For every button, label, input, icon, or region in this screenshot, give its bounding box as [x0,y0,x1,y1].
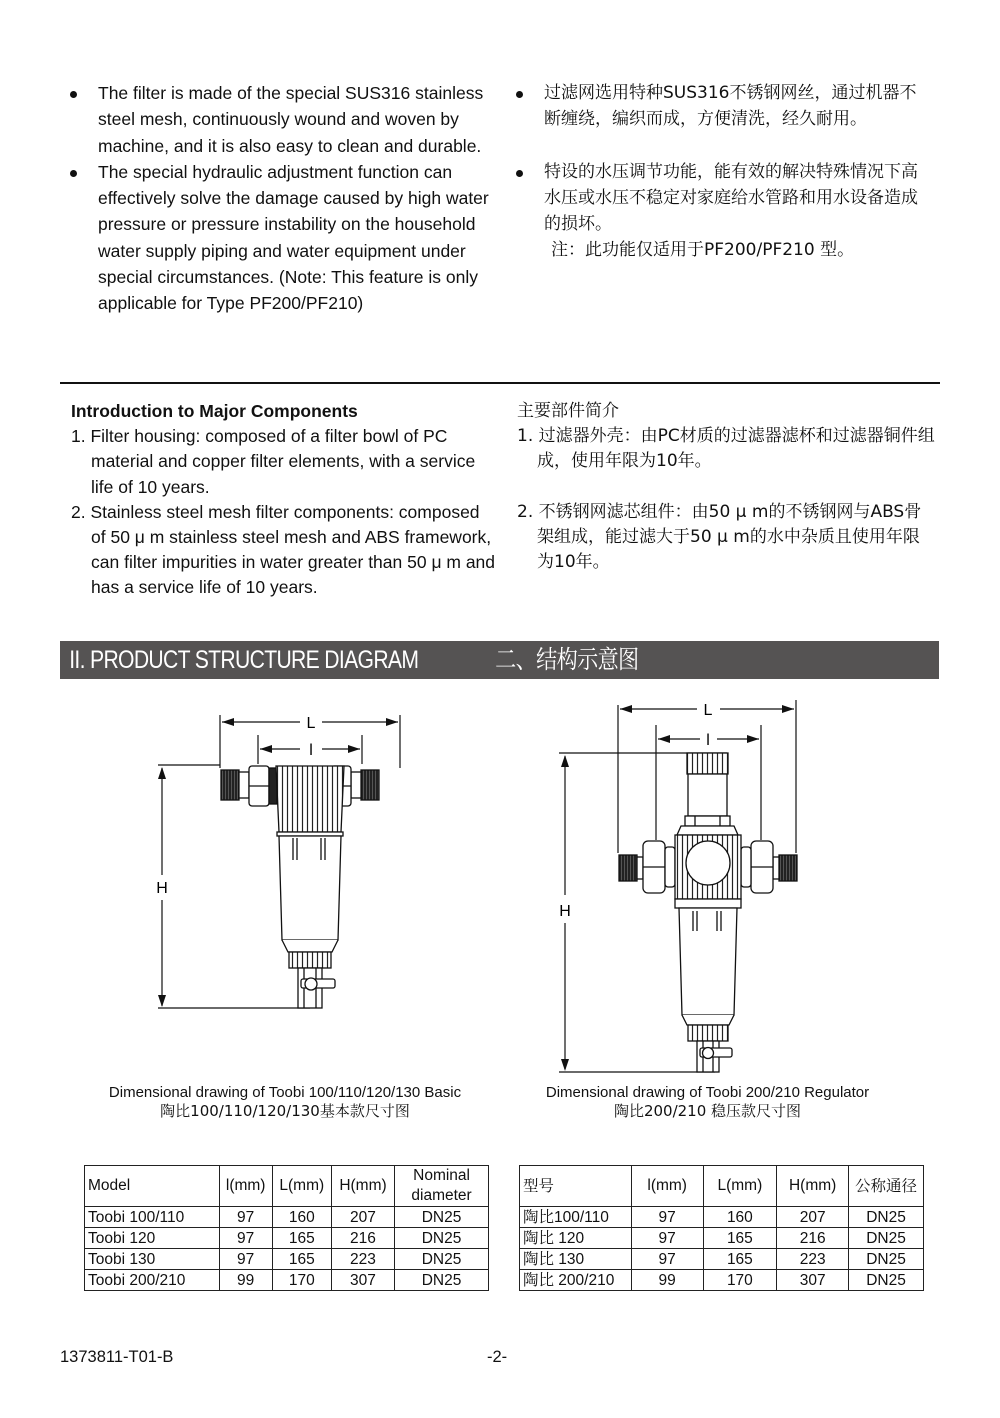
table-cell: Toobi 200/210 [85,1270,220,1291]
table-row [520,1207,924,1228]
feature-text: 特设的水压调节功能，能有效的解决特殊情况下高水压或水压不稳定对家庭给水管路和用水设备造成的损坏。 [544,161,918,235]
table-row [85,1249,489,1270]
table-row [85,1207,489,1228]
table-cell: 97 [631,1249,703,1270]
component-item: 2. Stainless steel mesh filter components: composed of 50 μ m stainless steel mesh and ABS framework, can filter impurities in water greater than 50 μ m and has a service life of 10 years. [71,501,496,598]
table-cell: DN25 [395,1228,489,1249]
table-cell: 97 [219,1207,272,1228]
table-cell: 160 [272,1207,331,1228]
bullet-icon [70,91,77,98]
dimension-H-label: H [156,880,168,897]
feature-text: The filter is made of the special SUS316 stainless steel mesh, continuously wound and woven by machine, and it is also easy to clean and durable. [98,83,484,156]
page-number: -2- [487,1348,508,1366]
table-header: 公称通径 [849,1166,924,1207]
table-cell: 223 [777,1249,849,1270]
table-cell: DN25 [395,1207,489,1228]
table-header-row [520,1166,924,1207]
table-row [520,1270,924,1291]
table-cell: DN25 [849,1207,924,1228]
table-header: Nominal diameter [395,1166,489,1207]
component-item: 1. 过滤器外壳：由PC材质的过滤器滤杯和过滤器铜件组成，使用年限为10年。 [517,426,935,472]
table-cell: 陶比 200/210 [520,1270,632,1291]
table-row [520,1249,924,1270]
bullet-icon [516,170,523,177]
table-cell: 307 [331,1270,394,1291]
table-header: L(mm) [272,1166,331,1207]
feature-bullet [61,80,491,159]
basic-caption [80,1083,490,1121]
table-cell: 97 [631,1207,703,1228]
table-header: l(mm) [631,1166,703,1207]
table-cell: 陶比 120 [520,1228,632,1249]
features-cn [507,80,932,264]
table-cell: 223 [331,1249,394,1270]
feature-bullet [507,80,932,133]
feature-bullet [507,159,932,238]
table-cell: DN25 [395,1249,489,1270]
table-cell: Toobi 120 [85,1228,220,1249]
table-cell: DN25 [849,1249,924,1270]
table-header: Model [85,1166,220,1207]
bullet-icon [70,170,77,177]
dimension-L-label: L [306,715,316,732]
components-en [71,399,496,601]
table-cell: DN25 [395,1270,489,1291]
regulator-caption-cn: 陶比200/210 稳压款尺寸图 [613,1102,802,1120]
feature-text: 过滤网选用特种SUS316不锈钢网丝，通过机器不断缠绕，编织而成，方便清洗，经久耐用。 [544,83,917,130]
table-cell: 207 [777,1207,849,1228]
basic-caption-cn: 陶比100/110/120/130基本款尺寸图 [160,1102,410,1120]
table-cell: 307 [777,1270,849,1291]
basic-filter-drawing [140,700,430,1020]
table-header: H(mm) [331,1166,394,1207]
table-cell: 陶比100/110 [520,1207,632,1228]
table-cell: 216 [331,1228,394,1249]
regulator-filter-drawing [545,695,835,1075]
feature-bullet [61,159,491,317]
table-cell: 99 [219,1270,272,1291]
table-cell: 160 [703,1207,777,1228]
table-cell: DN25 [849,1228,924,1249]
table-cell: DN25 [849,1270,924,1291]
table-cell: 170 [272,1270,331,1291]
feature-note: 注：此功能仅适用于PF200/PF210 型。 [551,240,855,261]
table-cell: 97 [219,1228,272,1249]
filter-body [619,753,797,1072]
table-cell: Toobi 130 [85,1249,220,1270]
components-cn [517,399,935,575]
table-cell: 165 [703,1228,777,1249]
section-title-en: II. PRODUCT STRUCTURE DIAGRAM [69,646,419,674]
regulator-caption [515,1083,900,1121]
table-cell: 陶比 130 [520,1249,632,1270]
dimension-l-label: l [706,732,710,749]
filter-body [221,766,379,1008]
spec-table-en [84,1165,489,1291]
table-header: H(mm) [777,1166,849,1207]
component-item: 1. Filter housing: composed of a filter bowl of PC material and copper filter elements, with a service life of 10 years. [71,426,476,497]
table-cell: 216 [777,1228,849,1249]
table-row [85,1270,489,1291]
table-cell: 165 [703,1249,777,1270]
table-row [520,1228,924,1249]
table-header: l(mm) [219,1166,272,1207]
table-cell: 165 [272,1249,331,1270]
components-title: Introduction to Major Components [71,401,358,421]
dimension-H-label: H [559,903,571,920]
dimension-l-label: l [309,742,313,759]
section-divider [60,382,940,384]
table-cell: 165 [272,1228,331,1249]
regulator-caption-en: Dimensional drawing of Toobi 200/210 Regulator [545,1084,870,1101]
table-row [85,1228,489,1249]
section-title-cn: 二、结构示意图 [494,645,639,674]
features-en [61,80,491,317]
table-cell: 97 [219,1249,272,1270]
table-cell: 97 [631,1228,703,1249]
doc-code: 1373811-T01-B [60,1348,174,1366]
component-item: 2. 不锈钢网滤芯组件：由50 μ m的不锈钢网与ABS骨架组成，能过滤大于50 μ m的水中杂质且使用年限为10年。 [517,501,922,573]
bullet-icon [516,91,523,98]
table-cell: Toobi 100/110 [85,1207,220,1228]
table-cell: 170 [703,1270,777,1291]
components-title: 主要部件简介 [517,401,619,421]
section-banner [60,641,939,679]
table-header: 型号 [520,1166,632,1207]
table-header-row [85,1166,489,1207]
basic-caption-en: Dimensional drawing of Toobi 100/110/120/130 Basic [108,1084,462,1101]
table-cell: 99 [631,1270,703,1291]
dimension-L-label: L [703,702,713,719]
spec-table-cn [519,1165,924,1291]
table-header: L(mm) [703,1166,777,1207]
feature-text: The special hydraulic adjustment function can effectively solve the damage caused by high water pressure or pressure instability on the household water supply piping and water equipment under special circumstances. (Note: This feature is only applicable for Type PF200/PF210) [98,161,489,314]
table-cell: 207 [331,1207,394,1228]
